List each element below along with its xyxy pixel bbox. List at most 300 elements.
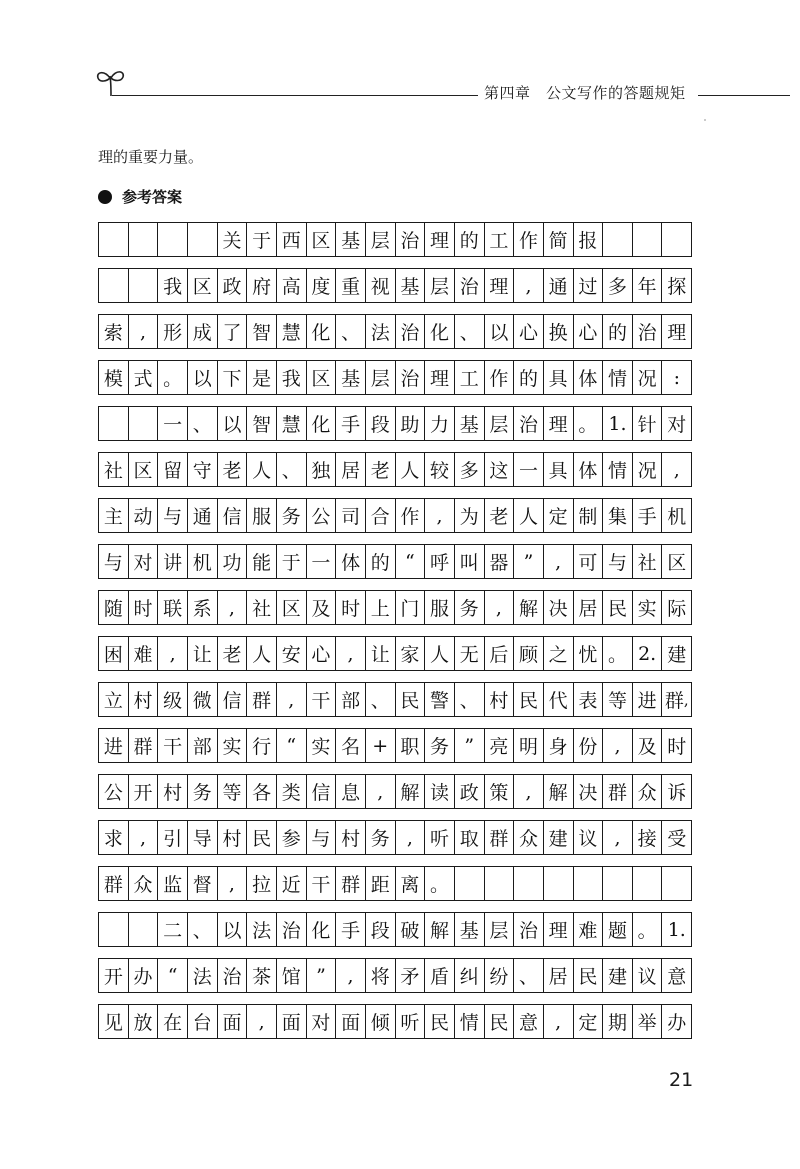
grid-cell: 高 bbox=[277, 269, 307, 302]
grid-cell: 度 bbox=[307, 269, 337, 302]
grid-cell: 群 bbox=[336, 867, 366, 900]
grid-cell: 民 bbox=[396, 683, 426, 716]
grid-cell: 模 bbox=[99, 361, 129, 394]
grid-cell bbox=[574, 867, 604, 900]
grid-cell: 以 bbox=[188, 361, 218, 394]
grid-cell: 职 bbox=[396, 729, 426, 762]
grid-cell: , bbox=[673, 458, 680, 481]
grid-cell: 一 bbox=[158, 407, 188, 440]
grid-cell: 行 bbox=[247, 729, 277, 762]
page-number: 21 bbox=[669, 1069, 694, 1091]
grid-cell: 决 bbox=[544, 591, 574, 624]
grid-cell: 老 bbox=[218, 453, 248, 486]
grid-cell: 治 bbox=[514, 913, 544, 946]
grid-cell bbox=[662, 223, 691, 256]
grid-cell: 解 bbox=[514, 591, 544, 624]
grid-cell: 情 bbox=[603, 361, 633, 394]
grid-cell: 居 bbox=[336, 453, 366, 486]
grid-cell: 工 bbox=[485, 223, 515, 256]
grid-cell: 进 bbox=[99, 729, 129, 762]
grid-cell: 盾 bbox=[425, 959, 455, 992]
grid-cell: 、 bbox=[455, 683, 485, 716]
grid-row bbox=[98, 774, 692, 809]
grid-cell bbox=[99, 223, 129, 256]
grid-cell: 情 bbox=[603, 453, 633, 486]
chapter-title: 第四章 公文写作的答题规矩 bbox=[484, 84, 686, 102]
grid-cell: 及 bbox=[633, 729, 663, 762]
grid-cell: 叫 bbox=[455, 545, 485, 578]
grid-cell: 信 bbox=[307, 775, 337, 808]
grid-cell: 手 bbox=[336, 913, 366, 946]
grid-cell: 二 bbox=[158, 913, 188, 946]
grid-cell: 段 bbox=[366, 407, 396, 440]
grid-cell: 类 bbox=[277, 775, 307, 808]
grid-cell: 与 bbox=[158, 499, 188, 532]
grid-cell: 。 bbox=[425, 867, 455, 900]
grid-cell: 区 bbox=[188, 269, 218, 302]
grid-cell: , bbox=[129, 821, 159, 854]
grid-cell: 务 bbox=[425, 729, 455, 762]
grid-cell: 群 bbox=[99, 867, 129, 900]
grid-cell: 层 bbox=[485, 407, 515, 440]
grid-cell: 基 bbox=[455, 407, 485, 440]
grid-cell: 微 bbox=[188, 683, 218, 716]
grid-cell: 部 bbox=[336, 683, 366, 716]
grid-cell: 治 bbox=[633, 315, 663, 348]
grid-cell: 通 bbox=[188, 499, 218, 532]
grid-cell bbox=[633, 223, 663, 256]
grid-cell: 倾 bbox=[366, 1005, 396, 1038]
grid-cell: 况 bbox=[633, 361, 663, 394]
grid-cell: 开 bbox=[99, 959, 129, 992]
grid-cell: 能 bbox=[247, 545, 277, 578]
grid-cell: 基 bbox=[336, 361, 366, 394]
grid-cell: 务 bbox=[455, 591, 485, 624]
grid-cell: 法 bbox=[247, 913, 277, 946]
grid-cell: 务 bbox=[188, 775, 218, 808]
grid-cell: 时 bbox=[129, 591, 159, 624]
grid-cell: 监 bbox=[158, 867, 188, 900]
grid-cell: 留 bbox=[158, 453, 188, 486]
header-rule-right bbox=[698, 95, 790, 96]
grid-cell: 馆 bbox=[277, 959, 307, 992]
grid-cell: 政 bbox=[218, 269, 248, 302]
grid-cell bbox=[158, 223, 188, 256]
grid-cell: 心 bbox=[307, 637, 337, 670]
grid-cell: 纠 bbox=[455, 959, 485, 992]
grid-cell: 面 bbox=[218, 1005, 248, 1038]
grid-row bbox=[98, 866, 692, 901]
grid-cell: ” bbox=[514, 545, 544, 578]
grid-cell: 联 bbox=[158, 591, 188, 624]
grid-cell: 的 bbox=[366, 545, 396, 578]
grid-row bbox=[98, 958, 692, 993]
answer-heading bbox=[98, 186, 182, 207]
grid-cell: 举 bbox=[633, 1005, 663, 1038]
grid-cell: 离 bbox=[396, 867, 426, 900]
grid-cell: 议 bbox=[633, 959, 663, 992]
grid-cell: 智 bbox=[247, 315, 277, 348]
grid-cell: 为 bbox=[455, 499, 485, 532]
grid-cell: , bbox=[218, 591, 248, 624]
grid-cell bbox=[544, 867, 574, 900]
grid-cell: 了 bbox=[218, 315, 248, 348]
grid-cell bbox=[662, 683, 691, 716]
grid-cell: 化 bbox=[307, 913, 337, 946]
grid-cell: 形 bbox=[158, 315, 188, 348]
grid-cell: 忧 bbox=[574, 637, 604, 670]
grid-cell bbox=[188, 223, 218, 256]
grid-cell: 意 bbox=[514, 1005, 544, 1038]
grid-cell: 人 bbox=[247, 453, 277, 486]
grid-cell: 的 bbox=[603, 315, 633, 348]
grid-cell: 时 bbox=[667, 736, 687, 758]
grid-cell: 呼 bbox=[425, 545, 455, 578]
grid-cell bbox=[129, 269, 159, 302]
grid-cell: 引 bbox=[158, 821, 188, 854]
grid-cell: , bbox=[425, 499, 455, 532]
grid-cell: 可 bbox=[574, 545, 604, 578]
grid-cell: 表 bbox=[574, 683, 604, 716]
grid-cell: 求 bbox=[99, 821, 129, 854]
grid-cell: 工 bbox=[455, 361, 485, 394]
grid-cell: 机 bbox=[667, 506, 687, 528]
grid-cell: , bbox=[485, 591, 515, 624]
sprout-icon bbox=[94, 66, 128, 98]
grid-cell: 动 bbox=[129, 499, 159, 532]
grid-cell: 慧 bbox=[277, 315, 307, 348]
grid-cell: 见 bbox=[99, 1005, 129, 1038]
grid-cell: 独 bbox=[307, 453, 337, 486]
grid-cell: , bbox=[514, 269, 544, 302]
grid-cell: 上 bbox=[366, 591, 396, 624]
grid-cell: 这 bbox=[485, 453, 515, 486]
grid-cell: 换 bbox=[544, 315, 574, 348]
grid-cell: 务 bbox=[366, 821, 396, 854]
grid-cell: 定 bbox=[544, 499, 574, 532]
grid-cell: 代 bbox=[544, 683, 574, 716]
grid-cell: 过 bbox=[574, 269, 604, 302]
grid-cell: 困 bbox=[99, 637, 129, 670]
grid-cell: 人 bbox=[425, 637, 455, 670]
grid-cell: 。 bbox=[574, 407, 604, 440]
grid-row bbox=[98, 452, 692, 487]
intro-text: 理的重要力量。 bbox=[98, 148, 204, 166]
grid-cell: 、 bbox=[188, 913, 218, 946]
grid-cell: 办 bbox=[667, 1012, 687, 1034]
grid-row bbox=[98, 544, 692, 579]
grid-cell: 众 bbox=[633, 775, 663, 808]
grid-cell: 期 bbox=[603, 1005, 633, 1038]
grid-cell: 我 bbox=[158, 269, 188, 302]
grid-cell: 慧 bbox=[277, 407, 307, 440]
grid-cell: 干 bbox=[307, 683, 337, 716]
grid-cell: 立 bbox=[99, 683, 129, 716]
grid-cell bbox=[662, 867, 691, 900]
grid-cell: 决 bbox=[574, 775, 604, 808]
grid-cell: 督 bbox=[188, 867, 218, 900]
grid-cell: 办 bbox=[129, 959, 159, 992]
grid-cell: 2. bbox=[633, 637, 663, 670]
grid-cell: 成 bbox=[188, 315, 218, 348]
grid-cell: 、 bbox=[277, 453, 307, 486]
grid-cell: 主 bbox=[99, 499, 129, 532]
grid-cell: 老 bbox=[218, 637, 248, 670]
grid-cell: 门 bbox=[396, 591, 426, 624]
grid-cell: 矛 bbox=[396, 959, 426, 992]
grid-cell: 多 bbox=[603, 269, 633, 302]
grid-cell: 诉 bbox=[667, 782, 687, 804]
grid-cell: 索 bbox=[99, 315, 129, 348]
grid-cell: 近 bbox=[277, 867, 307, 900]
grid-cell: 心 bbox=[574, 315, 604, 348]
grid-cell: 村 bbox=[336, 821, 366, 854]
bullet-icon bbox=[98, 190, 112, 204]
grid-cell: 探 bbox=[667, 276, 687, 298]
grid-cell: , bbox=[158, 637, 188, 670]
grid-cell: 人 bbox=[396, 453, 426, 486]
grid-cell: 建 bbox=[667, 644, 687, 666]
grid-cell: 体 bbox=[574, 361, 604, 394]
grid-cell bbox=[99, 407, 129, 440]
grid-cell: 让 bbox=[366, 637, 396, 670]
grid-cell: 题 bbox=[603, 913, 633, 946]
grid-cell: 名 bbox=[336, 729, 366, 762]
grid-cell: 民 bbox=[514, 683, 544, 716]
grid-cell: 定 bbox=[574, 1005, 604, 1038]
grid-cell: 体 bbox=[336, 545, 366, 578]
grid-cell bbox=[603, 223, 633, 256]
header-dot bbox=[704, 119, 706, 121]
grid-cell: 基 bbox=[455, 913, 485, 946]
grid-cell: 。 bbox=[633, 913, 663, 946]
grid-cell: 手 bbox=[336, 407, 366, 440]
grid-cell: 智 bbox=[247, 407, 277, 440]
grid-cell: 社 bbox=[247, 591, 277, 624]
grid-cell: 理 bbox=[544, 913, 574, 946]
grid-cell: 层 bbox=[485, 913, 515, 946]
grid-cell: 际 bbox=[667, 598, 687, 620]
grid-cell: 作 bbox=[514, 223, 544, 256]
grid-cell: 层 bbox=[425, 269, 455, 302]
grid-cell: 作 bbox=[485, 361, 515, 394]
grid-cell: ” bbox=[455, 729, 485, 762]
grid-cell: 面 bbox=[336, 1005, 366, 1038]
grid-cell: 心 bbox=[514, 315, 544, 348]
grid-cell: 器 bbox=[485, 545, 515, 578]
grid-cell: 身 bbox=[544, 729, 574, 762]
grid-cell: 服 bbox=[425, 591, 455, 624]
grid-cell: 对 bbox=[667, 414, 687, 436]
grid-cell: 受 bbox=[667, 828, 687, 850]
grid-cell: 各 bbox=[247, 775, 277, 808]
grid-cell: 对 bbox=[307, 1005, 337, 1038]
grid-cell: 的 bbox=[514, 361, 544, 394]
grid-cell: 老 bbox=[485, 499, 515, 532]
grid-cell: 机 bbox=[188, 545, 218, 578]
grid-cell: 多 bbox=[455, 453, 485, 486]
grid-cell: 、 bbox=[366, 683, 396, 716]
grid-cell: 进 bbox=[633, 683, 663, 716]
grid-cell bbox=[99, 913, 129, 946]
grid-cell: 解 bbox=[396, 775, 426, 808]
grid-cell: 警 bbox=[425, 683, 455, 716]
grid-cell: 对 bbox=[129, 545, 159, 578]
grid-cell: 、 bbox=[336, 315, 366, 348]
grid-cell: : bbox=[673, 366, 680, 389]
grid-cell: 化 bbox=[307, 407, 337, 440]
grid-overflow-mark: , bbox=[683, 690, 689, 709]
grid-cell: 破 bbox=[396, 913, 426, 946]
grid-cell: 于 bbox=[277, 545, 307, 578]
grid-cell: 1. bbox=[667, 918, 686, 941]
grid-cell: 建 bbox=[603, 959, 633, 992]
grid-cell: 亮 bbox=[485, 729, 515, 762]
grid-row bbox=[98, 498, 692, 533]
grid-cell: 随 bbox=[99, 591, 129, 624]
grid-cell: + bbox=[366, 729, 396, 762]
grid-cell: 级 bbox=[158, 683, 188, 716]
grid-cell: 建 bbox=[544, 821, 574, 854]
grid-cell: 区 bbox=[129, 453, 159, 486]
grid-cell: 居 bbox=[544, 959, 574, 992]
grid-cell: 民 bbox=[485, 1005, 515, 1038]
grid-cell: 集 bbox=[603, 499, 633, 532]
grid-cell: 具 bbox=[544, 361, 574, 394]
grid-cell: 府 bbox=[247, 269, 277, 302]
grid-cell: “ bbox=[158, 959, 188, 992]
grid-cell: 简 bbox=[544, 223, 574, 256]
grid-cell: , bbox=[129, 315, 159, 348]
grid-cell: 服 bbox=[247, 499, 277, 532]
grid-cell: 与 bbox=[99, 545, 129, 578]
grid-row bbox=[98, 682, 692, 717]
grid-cell: 民 bbox=[247, 821, 277, 854]
grid-cell: 是 bbox=[247, 361, 277, 394]
grid-cell: 等 bbox=[603, 683, 633, 716]
grid-cell: 社 bbox=[633, 545, 663, 578]
grid-cell: 法 bbox=[366, 315, 396, 348]
grid-cell: 群 bbox=[129, 729, 159, 762]
grid-cell: 助 bbox=[396, 407, 426, 440]
grid-cell: 茶 bbox=[247, 959, 277, 992]
grid-cell: 放 bbox=[129, 1005, 159, 1038]
grid-cell: 西 bbox=[277, 223, 307, 256]
grid-cell: 较 bbox=[425, 453, 455, 486]
grid-cell: 治 bbox=[277, 913, 307, 946]
grid-cell: 及 bbox=[307, 591, 337, 624]
grid-row bbox=[98, 590, 692, 625]
grid-row bbox=[98, 1004, 692, 1039]
grid-cell: , bbox=[218, 867, 248, 900]
grid-cell: 区 bbox=[307, 361, 337, 394]
grid-row bbox=[98, 360, 692, 395]
grid-cell: 村 bbox=[158, 775, 188, 808]
grid-cell: 民 bbox=[425, 1005, 455, 1038]
grid-row bbox=[98, 728, 692, 763]
grid-cell: 1. bbox=[603, 407, 633, 440]
grid-cell: 难 bbox=[574, 913, 604, 946]
grid-cell: 之 bbox=[544, 637, 574, 670]
grid-cell: 化 bbox=[307, 315, 337, 348]
grid-cell: 以 bbox=[218, 407, 248, 440]
grid-cell: 导 bbox=[188, 821, 218, 854]
grid-cell: 开 bbox=[129, 775, 159, 808]
grid-cell: 治 bbox=[396, 223, 426, 256]
grid-cell: 众 bbox=[514, 821, 544, 854]
grid-cell bbox=[129, 223, 159, 256]
grid-cell: 家 bbox=[396, 637, 426, 670]
grid-cell: 实 bbox=[218, 729, 248, 762]
grid-cell: 与 bbox=[603, 545, 633, 578]
grid-cell: 难 bbox=[129, 637, 159, 670]
grid-cell: 具 bbox=[544, 453, 574, 486]
grid-cell: 群 bbox=[603, 775, 633, 808]
grid-row bbox=[98, 636, 692, 671]
grid-cell: 时 bbox=[336, 591, 366, 624]
answer-heading-label: 参考答案 bbox=[122, 188, 183, 206]
grid-cell: 一 bbox=[307, 545, 337, 578]
grid-cell: 手 bbox=[633, 499, 663, 532]
grid-cell bbox=[129, 407, 159, 440]
grid-cell: 干 bbox=[158, 729, 188, 762]
grid-cell: 村 bbox=[129, 683, 159, 716]
grid-cell: 区 bbox=[307, 223, 337, 256]
grid-cell: 体 bbox=[574, 453, 604, 486]
grid-cell: 干 bbox=[307, 867, 337, 900]
grid-cell: 人 bbox=[514, 499, 544, 532]
grid-cell: 功 bbox=[218, 545, 248, 578]
grid-cell: 制 bbox=[574, 499, 604, 532]
grid-cell bbox=[129, 913, 159, 946]
grid-cell bbox=[603, 867, 633, 900]
grid-cell: , bbox=[396, 821, 426, 854]
grid-cell: 。 bbox=[603, 637, 633, 670]
grid-cell bbox=[455, 867, 485, 900]
grid-cell: 公 bbox=[99, 775, 129, 808]
grid-cell: 听 bbox=[396, 1005, 426, 1038]
grid-cell: 距 bbox=[366, 867, 396, 900]
grid-cell: 合 bbox=[366, 499, 396, 532]
grid-cell: 式 bbox=[129, 361, 159, 394]
grid-row bbox=[98, 222, 692, 257]
grid-cell-text: 群 bbox=[664, 690, 684, 712]
grid-cell: 通 bbox=[544, 269, 574, 302]
grid-cell: 司 bbox=[336, 499, 366, 532]
grid-cell: 区 bbox=[277, 591, 307, 624]
grid-cell: 纷 bbox=[485, 959, 515, 992]
grid-cell: 后 bbox=[485, 637, 515, 670]
grid-cell: , bbox=[544, 1005, 574, 1038]
grid-cell: , bbox=[603, 821, 633, 854]
grid-cell: 治 bbox=[455, 269, 485, 302]
grid-cell bbox=[633, 867, 663, 900]
grid-cell: 化 bbox=[425, 315, 455, 348]
grid-cell: 等 bbox=[218, 775, 248, 808]
grid-cell: 顾 bbox=[514, 637, 544, 670]
grid-cell: 区 bbox=[667, 552, 687, 574]
grid-cell: 况 bbox=[633, 453, 663, 486]
grid-cell: 实 bbox=[307, 729, 337, 762]
grid-cell: , bbox=[247, 1005, 277, 1038]
grid-cell: 群 bbox=[247, 683, 277, 716]
grid-cell: 老 bbox=[366, 453, 396, 486]
grid-cell: 议 bbox=[574, 821, 604, 854]
grid-cell: 社 bbox=[99, 453, 129, 486]
grid-cell: 息 bbox=[336, 775, 366, 808]
grid-cell: 视 bbox=[366, 269, 396, 302]
grid-cell: 治 bbox=[396, 361, 426, 394]
